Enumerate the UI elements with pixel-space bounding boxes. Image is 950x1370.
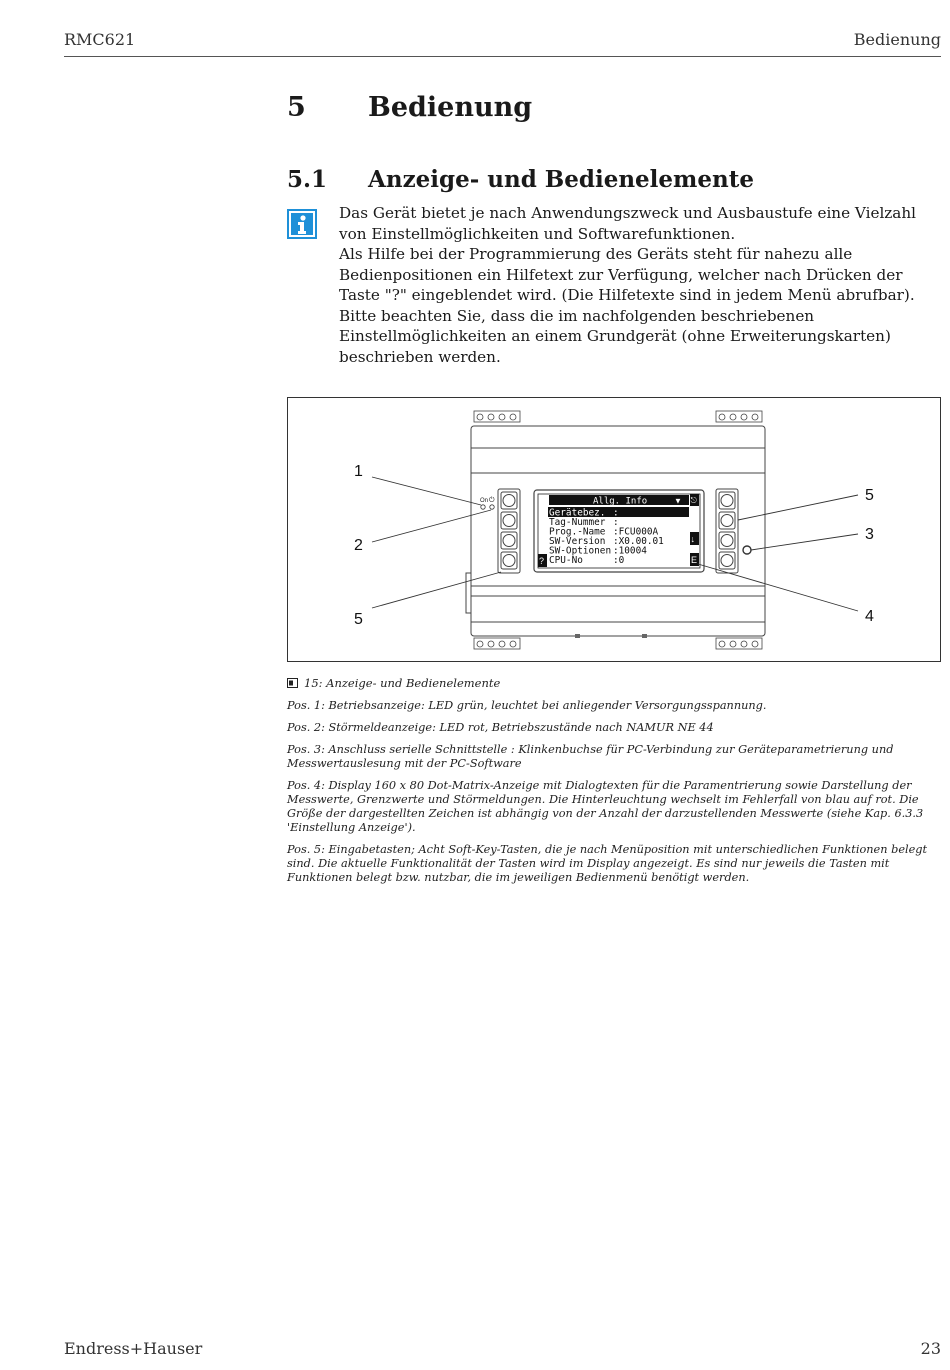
soft-key-right-1[interactable] xyxy=(719,492,735,509)
header-rule xyxy=(64,56,941,57)
display-row-label: SW-Version xyxy=(549,536,606,547)
footer-page-number: 23 xyxy=(920,1339,941,1358)
help-key-label: ? xyxy=(539,556,545,566)
section-number: 5.1 xyxy=(287,166,328,193)
chapter-title: Bedienung xyxy=(368,92,533,123)
callout-line-3 xyxy=(751,534,858,550)
display-row-label: Prog.-Name xyxy=(549,526,606,538)
soft-key-left-1[interactable] xyxy=(501,492,517,509)
callout-number-5-left: 5 xyxy=(354,611,363,628)
position-description: Pos. 5: Eingabetasten; Acht Soft-Key-Tasten, die je nach Menüposition mit unterschiedlichen Funktionen belegt sind. Die aktuelle Funktionalität der Tasten wird im Display angezeigt. Es sind nur jeweils die Tasten mit Funktionen belegt bzw. nutzbar, die im jeweiligen Bedienmenü benötigt werden. xyxy=(287,843,928,884)
display-row-value: :X0.00.01 xyxy=(613,536,664,547)
callout-number-2: 2 xyxy=(354,537,363,554)
top-terminal-left xyxy=(474,411,520,422)
position-descriptions xyxy=(287,699,941,893)
position-description: Pos. 3: Anschluss serielle Schnittstelle : Klinkenbuchse für PC-Verbindung zur Geräteparametrierung und Messwertauslesung mit der PC-Software xyxy=(287,743,894,770)
soft-key-left-3[interactable] xyxy=(501,532,517,549)
display-row-value: :10004 xyxy=(613,545,647,557)
led-fault xyxy=(490,505,494,509)
display-row-value: : xyxy=(613,507,619,519)
soft-key-right-3[interactable] xyxy=(719,532,735,549)
chapter-number: 5 xyxy=(287,92,306,123)
figure-caption xyxy=(287,676,500,690)
display-row-label: Gerätebez. xyxy=(549,507,606,519)
enter-key-label: E xyxy=(691,555,698,565)
top-terminal-right xyxy=(716,411,762,422)
led-on-label: On xyxy=(480,498,489,504)
display-row-value: :FCU000A xyxy=(613,526,659,538)
callout-number-4: 4 xyxy=(865,608,874,625)
down-arrow-icon: ↓ xyxy=(690,534,695,544)
position-description: Pos. 1: Betriebsanzeige: LED grün, leuchtet bei anliegender Versorgungsspannung. xyxy=(287,699,767,712)
intro-paragraph: Das Gerät bietet je nach Anwendungszweck und Ausbaustufe eine Vielzahl von Einstellmöglichkeiten und Softwarefunktionen. xyxy=(339,204,916,243)
intro-paragraph: Als Hilfe bei der Programmierung des Geräts steht für nahezu alle Bedienpositionen ein Hilfetext zur Verfügung, welcher nach Drücken der Taste "?" eingeblendet wird. (Die Hilfetexte sind in jedem Menü abrufbar). xyxy=(339,245,915,304)
callout-line-1 xyxy=(372,477,481,505)
serial-port-jack[interactable] xyxy=(743,546,751,554)
led-operation xyxy=(481,505,485,509)
intro-paragraph: Bitte beachten Sie, dass die im nachfolgenden beschriebenen Einstellmöglichkeiten an einem Grundgerät (ohne Erweiterungskarten) beschrieben werden. xyxy=(339,306,891,366)
figure-caption-text: 15: Anzeige- und Bedienelemente xyxy=(304,676,501,690)
display-row-label: CPU-No xyxy=(549,555,583,566)
device-figure xyxy=(287,397,941,662)
soft-key-left-2[interactable] xyxy=(501,512,517,529)
display-row-label: SW-Optionen xyxy=(549,545,612,557)
section-title: Anzeige- und Bedienelemente xyxy=(368,166,755,193)
position-description: Pos. 2: Störmeldeanzeige: LED rot, Betriebszustände nach NAMUR NE 44 xyxy=(287,721,714,734)
housing-clip xyxy=(642,634,647,638)
display-row-value: :0 xyxy=(613,555,625,566)
dropdown-arrow-icon: ▼ xyxy=(674,496,682,506)
display-row-value: : xyxy=(613,517,619,528)
power-symbol-icon: ⏻ xyxy=(489,497,495,504)
position-description: Pos. 4: Display 160 x 80 Dot-Matrix-Anzeige mit Dialogtexten für die Paramentrierung sowie Darstellung der Messwerte, Grenzwerte und Störmeldungen. Die Hinterleuchtung wechselt im Fehlerfall von blau auf rot. Die Größe der dargestellten Zeichen ist abhängig von der Anzahl der darzustellenden Messwerte (siehe Kap. 6.3.3 'Einstellung Anzeige'). xyxy=(287,779,924,834)
footer-company: Endress+Hauser xyxy=(64,1339,203,1358)
figure-icon xyxy=(287,678,298,688)
header-section: Bedienung xyxy=(853,30,941,49)
display-title: Allg. Info xyxy=(593,496,648,507)
callout-number-3: 3 xyxy=(865,526,874,543)
lcd-display xyxy=(534,490,704,572)
display-row-label: Tag-Nummer xyxy=(549,517,606,528)
info-icon xyxy=(287,209,317,239)
intro-text xyxy=(339,203,941,367)
soft-key-right-2[interactable] xyxy=(719,512,735,529)
callout-number-1: 1 xyxy=(354,463,363,480)
escape-key-icon: ⎋ xyxy=(690,496,697,505)
soft-key-left-4[interactable] xyxy=(501,552,517,569)
housing-clip xyxy=(575,634,580,638)
bottom-terminal-left xyxy=(474,638,520,649)
bottom-terminal-right xyxy=(716,638,762,649)
header-doc-id: RMC621 xyxy=(64,30,136,49)
callout-number-5-right: 5 xyxy=(865,487,874,504)
device-drawing xyxy=(288,398,942,663)
soft-key-right-4[interactable] xyxy=(719,552,735,569)
